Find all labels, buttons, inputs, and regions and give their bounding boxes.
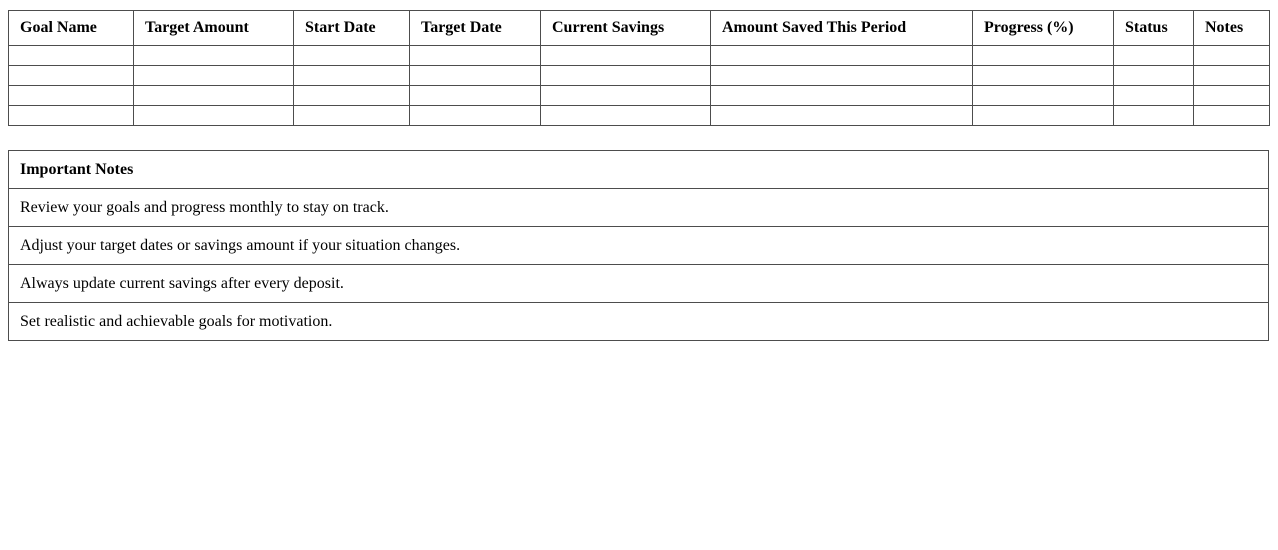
goal-cell	[9, 106, 134, 126]
note-row	[9, 265, 1269, 303]
goal-cell	[541, 66, 711, 86]
goal-cell	[134, 66, 294, 86]
goal-cell	[410, 46, 541, 66]
goals-empty-row	[9, 46, 1270, 66]
goal-cell	[1194, 46, 1270, 66]
goal-cell	[1194, 66, 1270, 86]
goal-cell	[1114, 46, 1194, 66]
goal-cell	[1114, 86, 1194, 106]
goals-empty-row	[9, 86, 1270, 106]
notes-header: Important Notes	[9, 151, 1269, 189]
goal-cell	[1114, 106, 1194, 126]
important-notes-table	[8, 150, 1269, 341]
column-header-amount-saved: Amount Saved This Period	[711, 11, 973, 46]
goal-cell	[134, 46, 294, 66]
note-row	[9, 189, 1269, 227]
goal-cell	[973, 46, 1114, 66]
column-header-goal-name: Goal Name	[9, 11, 134, 46]
goal-cell	[134, 106, 294, 126]
goal-cell	[711, 46, 973, 66]
goal-cell	[410, 106, 541, 126]
goal-cell	[9, 66, 134, 86]
goal-cell	[294, 86, 410, 106]
goal-cell	[541, 46, 711, 66]
notes-header-row	[9, 151, 1269, 189]
goal-cell	[541, 86, 711, 106]
goal-cell	[294, 106, 410, 126]
note-row	[9, 303, 1269, 341]
goal-cell	[973, 66, 1114, 86]
goal-cell	[410, 86, 541, 106]
goal-cell	[711, 66, 973, 86]
goal-cell	[973, 86, 1114, 106]
note-row	[9, 227, 1269, 265]
goal-cell	[294, 46, 410, 66]
column-header-current-savings: Current Savings	[541, 11, 711, 46]
goal-cell	[973, 106, 1114, 126]
goal-cell	[9, 86, 134, 106]
goal-cell	[1194, 86, 1270, 106]
goal-cell	[711, 86, 973, 106]
note-item: Always update current savings after every deposit.	[9, 265, 1269, 303]
goal-cell	[410, 66, 541, 86]
goals-empty-row	[9, 106, 1270, 126]
note-item: Adjust your target dates or savings amount if your situation changes.	[9, 227, 1269, 265]
column-header-target-date: Target Date	[410, 11, 541, 46]
column-header-target-amount: Target Amount	[134, 11, 294, 46]
goal-cell	[134, 86, 294, 106]
column-header-start-date: Start Date	[294, 11, 410, 46]
goals-header-row	[9, 11, 1270, 46]
column-header-progress: Progress (%)	[973, 11, 1114, 46]
note-item: Review your goals and progress monthly to stay on track.	[9, 189, 1269, 227]
note-item: Set realistic and achievable goals for motivation.	[9, 303, 1269, 341]
goal-cell	[1194, 106, 1270, 126]
goal-cell	[1114, 66, 1194, 86]
goal-cell	[541, 106, 711, 126]
column-header-status: Status	[1114, 11, 1194, 46]
goals-empty-row	[9, 66, 1270, 86]
goal-cell	[9, 46, 134, 66]
savings-goals-table	[8, 10, 1270, 126]
goal-cell	[711, 106, 973, 126]
column-header-notes: Notes	[1194, 11, 1270, 46]
goal-cell	[294, 66, 410, 86]
